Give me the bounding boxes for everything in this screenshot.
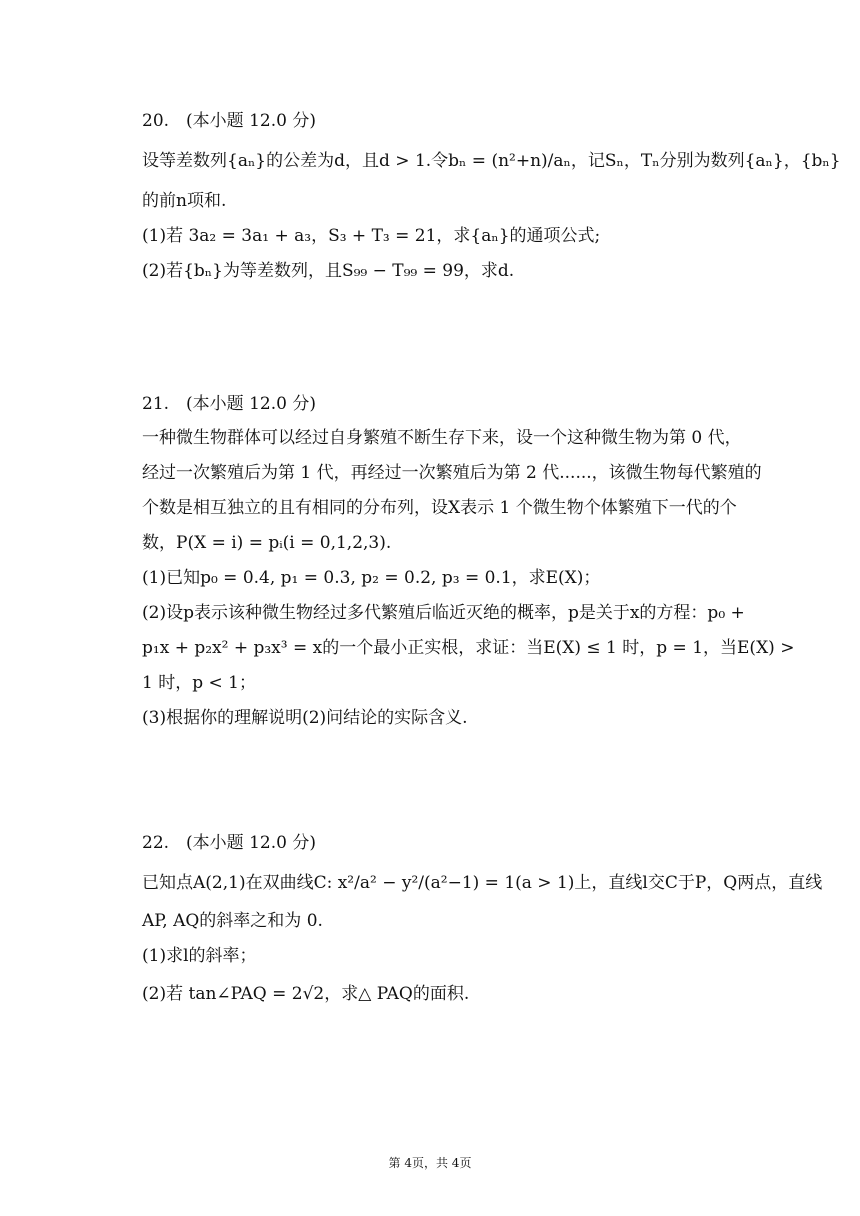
question-text-line: (1)求l的斜率； xyxy=(142,946,257,966)
question-text-line: (2)若 tan∠PAQ = 2√2，求△ PAQ的面积. xyxy=(142,984,470,1004)
question-text-line: 设等差数列{aₙ}的公差为d，且d > 1.令bₙ = (n²+n)/aₙ，记Sₙ，Tₙ分别为数列{aₙ}，{bₙ} xyxy=(142,151,841,171)
question-text-line: 经过一次繁殖后为第 1 代，再经过一次繁殖后为第 2 代......，该微生物每代繁殖的 xyxy=(142,463,762,483)
question-text-line: (3)根据你的理解说明(2)问结论的实际含义. xyxy=(142,708,468,728)
question-text-line: 的前n项和. xyxy=(142,191,227,211)
question-header: 22. (本小题 12.0 分) xyxy=(142,833,316,853)
question-text-line: (2)设p表示该种微生物经过多代繁殖后临近灭绝的概率，p是关于x的方程：p₀ + xyxy=(142,603,745,623)
question-text-line: 已知点A(2,1)在双曲线C: x²/a² − y²/(a²−1) = 1(a > 1)上，直线l交C于P，Q两点，直线 xyxy=(142,873,823,893)
question-text-line: (2)若{bₙ}为等差数列，且S₉₉ − T₉₉ = 99，求d. xyxy=(142,261,515,281)
question-header: 20. (本小题 12.0 分) xyxy=(142,111,316,131)
question-text-line: AP, AQ的斜率之和为 0. xyxy=(142,911,323,931)
question-text-line: 一种微生物群体可以经过自身繁殖不断生存下来，设一个这种微生物为第 0 代， xyxy=(142,428,742,448)
question-text-line: 数，P(X = i) = pᵢ(i = 0,1,2,3). xyxy=(142,533,392,553)
question-text-line: p₁x + p₂x² + p₃x³ = x的一个最小正实根，求证：当E(X) ≤ 1 时，p = 1，当E(X) > xyxy=(142,638,795,658)
question-text-line: 1 时，p < 1； xyxy=(142,673,256,693)
question-text-line: (1)若 3a₂ = 3a₁ + a₃，S₃ + T₃ = 21，求{aₙ}的通项公式; xyxy=(142,226,601,246)
question-text-line: (1)已知p₀ = 0.4, p₁ = 0.3, p₂ = 0.2, p₃ = 0.1，求E(X)； xyxy=(142,568,601,588)
question-text-line: 个数是相互独立的且有相同的分布列，设X表示 1 个微生物个体繁殖下一代的个 xyxy=(142,498,737,518)
question-header: 21. (本小题 12.0 分) xyxy=(142,394,316,414)
page-footer: 第 4页，共 4页 xyxy=(388,1156,472,1170)
